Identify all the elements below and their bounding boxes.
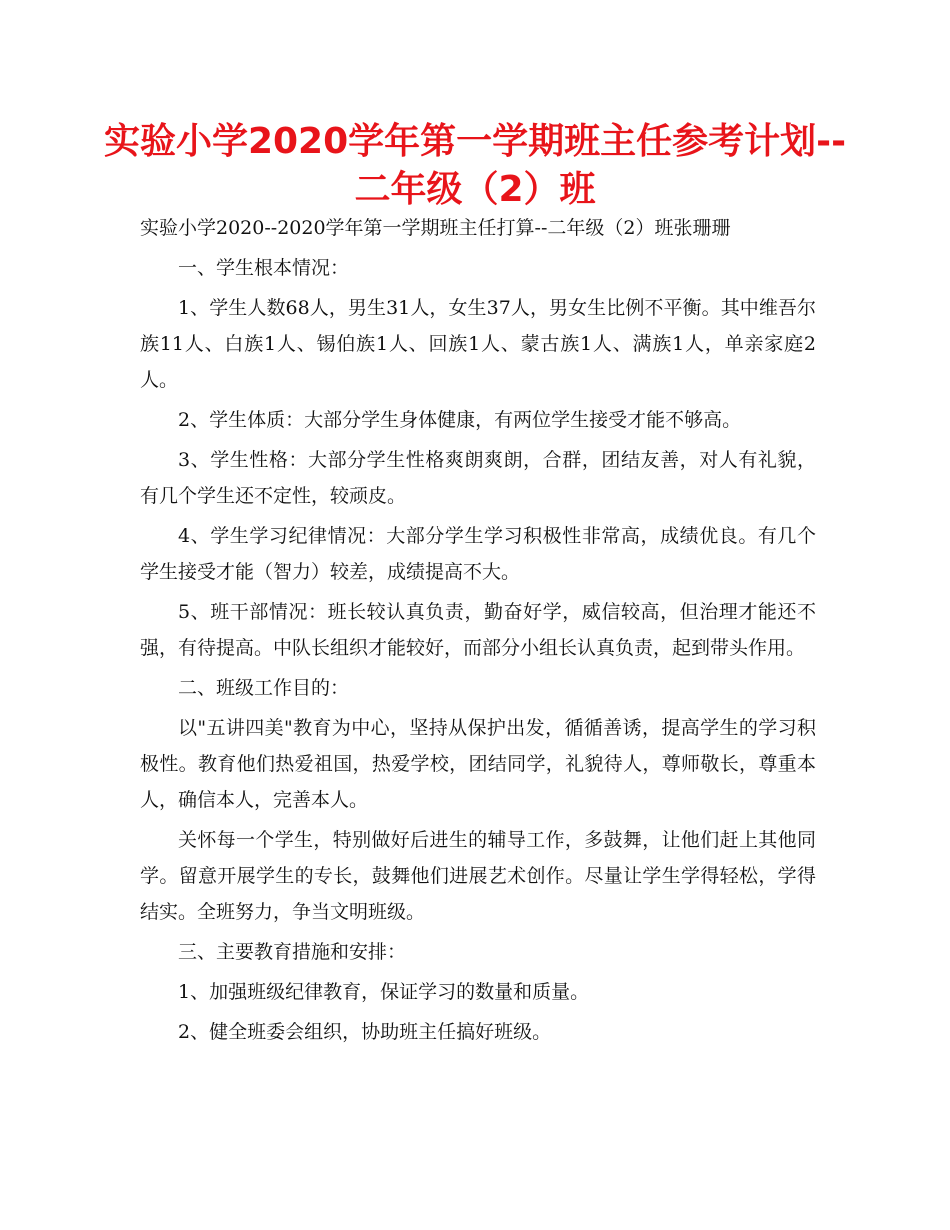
intro-paragraph: 实验小学2020--2020学年第一学期班主任打算--二年级（2）班张珊珊 bbox=[140, 217, 731, 239]
paragraph-personality: 3、学生性格：大部分学生性格爽朗爽朗，合群，团结友善，对人有礼貌，有几个学生还不定性，较顽皮。 bbox=[140, 449, 816, 507]
measure-item-1: 1、加强班级纪律教育，保证学习的数量和质量。 bbox=[178, 981, 590, 1003]
paragraph-physique: 2、学生体质：大部分学生身体健康，有两位学生接受才能不够高。 bbox=[178, 409, 742, 431]
paragraph-student-count: 1、学生人数68人，男生31人，女生37人，男女生比例不平衡。其中维吾尔族11人、白族1人、锡伯族1人、回族1人、蒙古族1人、满族1人，单亲家庭2人。 bbox=[140, 297, 816, 391]
paragraph-class-cadre: 5、班干部情况：班长较认真负责，勤奋好学，威信较高，但治理才能还不强，有待提高。中队长组织才能较好，而部分小组长认真负责，起到带头作用。 bbox=[140, 601, 816, 659]
document-body bbox=[140, 210, 816, 1054]
section-heading-3: 三、主要教育措施和安排： bbox=[178, 941, 407, 963]
section-heading-1: 一、学生根本情况： bbox=[178, 257, 350, 279]
paragraph-care: 关怀每一个学生，特别做好后进生的辅导工作，多鼓舞，让他们赶上其他同学。留意开展学生的专长，鼓舞他们进展艺术创作。尽量让学生学得轻松，学得结实。全班努力，争当文明班级。 bbox=[140, 829, 816, 923]
measure-item-2: 2、健全班委会组织，协助班主任搞好班级。 bbox=[178, 1021, 552, 1043]
paragraph-goals: 以"五讲四美"教育为中心，坚持从保护出发，循循善诱，提高学生的学习积极性。教育他们热爱祖国，热爱学校，团结同学，礼貌待人，尊师敬长，尊重本人，确信本人，完善本人。 bbox=[140, 717, 816, 811]
section-heading-2: 二、班级工作目的： bbox=[178, 677, 350, 699]
document-title: 实验小学2020学年第一学期班主任参考计划--二年级（2）班 bbox=[103, 121, 847, 210]
paragraph-discipline: 4、学生学习纪律情况：大部分学生学习积极性非常高，成绩优良。有几个学生接受才能（智力）较差，成绩提高不大。 bbox=[140, 525, 816, 583]
